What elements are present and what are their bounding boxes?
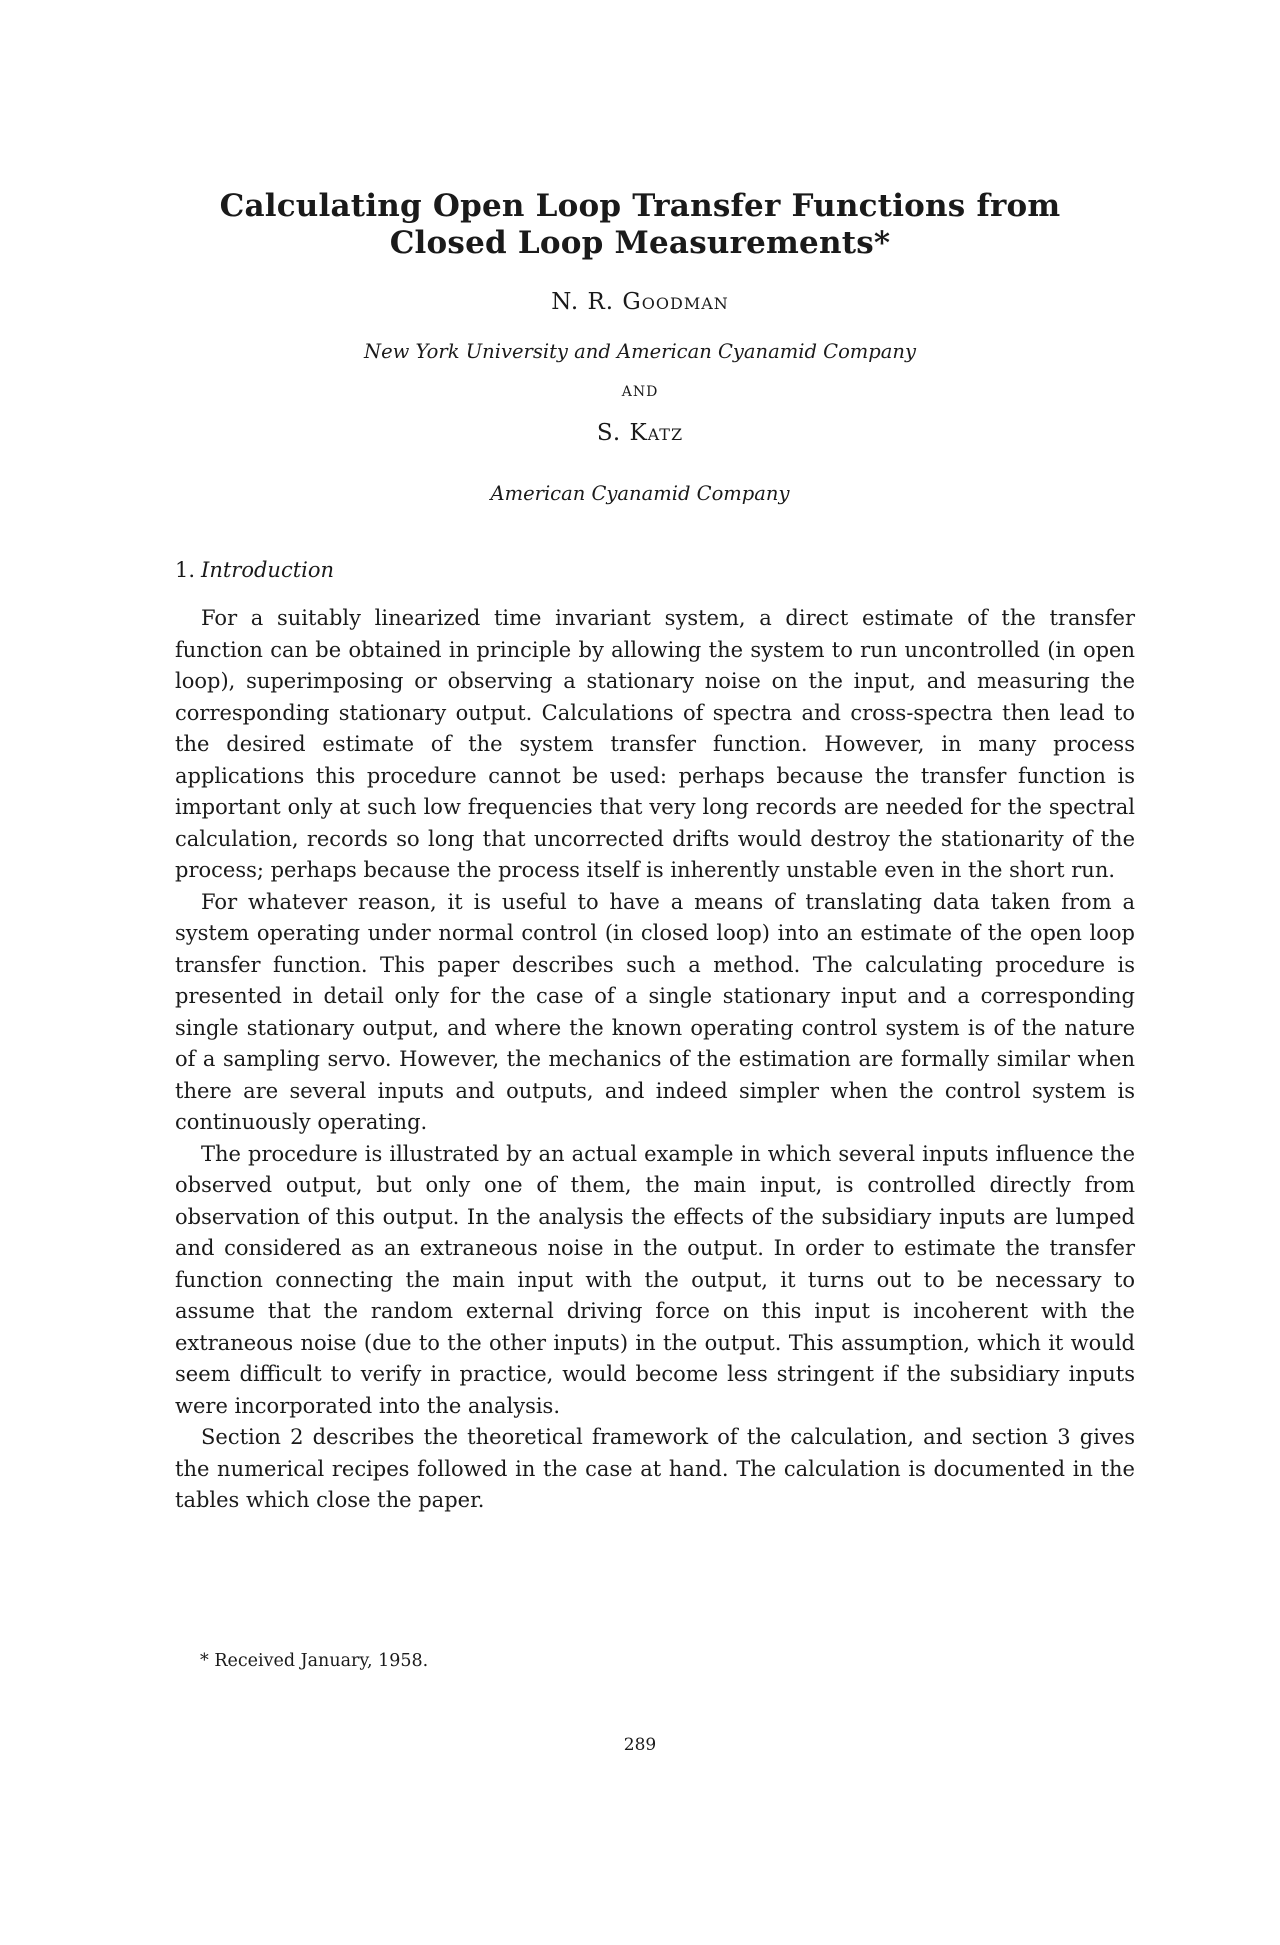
paragraph-3: The procedure is illustrated by an actual example in which several inputs influence the observed output, but only one of them, the main input, is controlled directly from observation of this output. In the analysis the effects of the subsidiary inputs are lumped and considered as an extraneous noise in the output. In order to estimate the transfer function connecting the main input with the output, it turns out to be necessary to assume that the random external driving force on this input is incoherent with the extraneous noise (due to the other inputs) in the output. This assumption, which it would seem difficult to verify in practice, would become less stringent if the subsidiary inputs were incorporated into the analysis. — [175, 1141, 1135, 1418]
title-line-1: Calculating Open Loop Transfer Functions from — [219, 188, 1061, 224]
title-line-2: Closed Loop Measurements* — [389, 225, 891, 261]
section-title: Introduction — [201, 558, 335, 582]
affiliation-1: New York University and American Cyanamid Company — [364, 340, 916, 363]
body-text — [175, 603, 1135, 1517]
section-number: 1. — [175, 558, 196, 582]
paragraph-4: Section 2 describes the theoretical framework of the calculation, and section 3 gives the numerical recipes followed in the case at hand. The calculation is documented in the tables which close the paper. — [175, 1425, 1135, 1512]
author-2: S. Katz — [596, 420, 684, 446]
author-1: N. R. Goodman — [551, 289, 729, 315]
paragraph-1: For a suitably linearized time invariant system, a direct estimate of the transfer function can be obtained in principle by allowing the system to run uncontrolled (in open loop), superimposing or observing a stationary noise on the input, and measuring the corresponding stationary output. Calculations of spectra and cross-spectra then lead to the desired estimate of the system transfer function. However, in many process applications this procedure cannot be used: perhaps because the transfer function is important only at such low frequencies that very long records are needed for the spectral calculation, records so long that uncorrected drifts would destroy the stationarity of the process; perhaps because the process itself is inherently unstable even in the short run. — [175, 606, 1135, 882]
section-heading — [175, 558, 334, 582]
paragraph-2: For whatever reason, it is useful to have a means of translating data taken from a system operating under normal control (in closed loop) into an estimate of the open loop transfer function. This paper describes such a method. The calculating procedure is presented in detail only for the case of a single stationary input and a corresponding single stationary output, and where the known operating control system is of the nature of a sampling servo. However, the mechanics of the estimation are formally similar when there are several inputs and outputs, and indeed simpler when the control system is continuously operating. — [175, 889, 1135, 1134]
footnote: * Received January, 1958. — [200, 1651, 429, 1671]
paper-title — [150, 188, 1130, 262]
page-number: 289 — [623, 1735, 657, 1755]
and-separator: AND — [621, 384, 659, 400]
affiliation-2: American Cyanamid Company — [490, 482, 790, 505]
